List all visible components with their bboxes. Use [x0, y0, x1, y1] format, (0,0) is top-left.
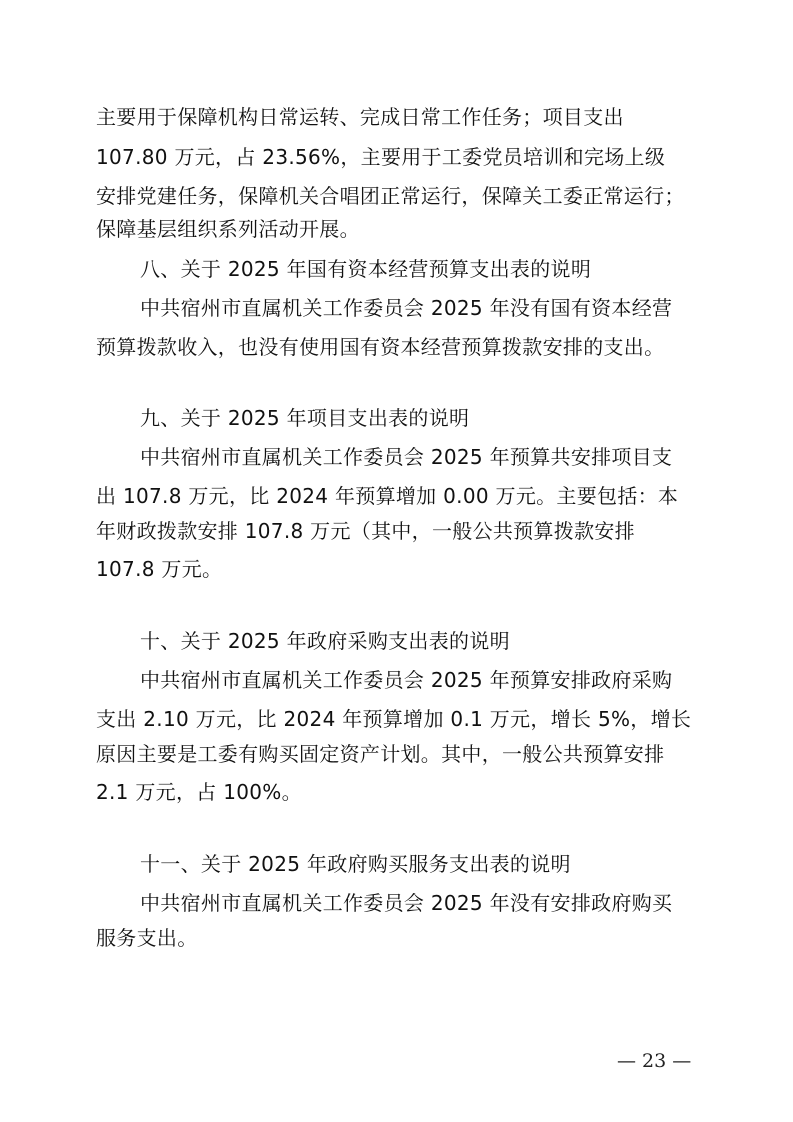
body-line: 中共宿州市直属机关工作委员会 2025 年预算共安排项目支 [140, 445, 673, 469]
body-line: 中共宿州市直属机关工作委员会 2025 年没有国有资本经营 [140, 296, 673, 320]
section-heading-9: 九、关于 2025 年项目支出表的说明 [140, 406, 470, 430]
body-line: 预算拨款收入，也没有使用国有资本经营预算拨款安排的支出。 [96, 335, 665, 359]
body-line: 107.8 万元。 [96, 557, 223, 581]
section-heading-10: 十、关于 2025 年政府采购支出表的说明 [140, 629, 510, 653]
section-heading-11: 十一、关于 2025 年政府购买服务支出表的说明 [140, 852, 571, 876]
section-heading-8: 八、关于 2025 年国有资本经营预算支出表的说明 [140, 257, 592, 281]
body-line: 中共宿州市直属机关工作委员会 2025 年预算安排政府采购 [140, 668, 673, 692]
body-line: 出 107.8 万元，比 2024 年预算增加 0.00 万元。主要包括：本 [96, 484, 679, 508]
body-line: 主要用于保障机构日常运转、完成日常工作任务；项目支出 [96, 105, 624, 129]
page-number: — 23 — [617, 1050, 692, 1072]
body-line: 2.1 万元，占 100%。 [96, 780, 302, 804]
body-line: 支出 2.10 万元，比 2024 年预算增加 0.1 万元，增长 5%，增长 [96, 707, 692, 731]
body-line: 服务支出。 [96, 926, 198, 950]
body-line: 原因主要是工委有购买固定资产计划。其中，一般公共预算安排 [96, 742, 665, 766]
body-line: 保障基层组织系列活动开展。 [96, 217, 360, 241]
body-line: 安排党建任务，保障机关合唱团正常运行，保障关工委正常运行； [96, 184, 685, 208]
body-line: 中共宿州市直属机关工作委员会 2025 年没有安排政府购买 [140, 891, 673, 915]
body-line: 107.80 万元，占 23.56%，主要用于工委党员培训和完场上级 [96, 145, 666, 169]
body-line: 年财政拨款安排 107.8 万元（其中，一般公共预算拨款安排 [96, 519, 635, 543]
